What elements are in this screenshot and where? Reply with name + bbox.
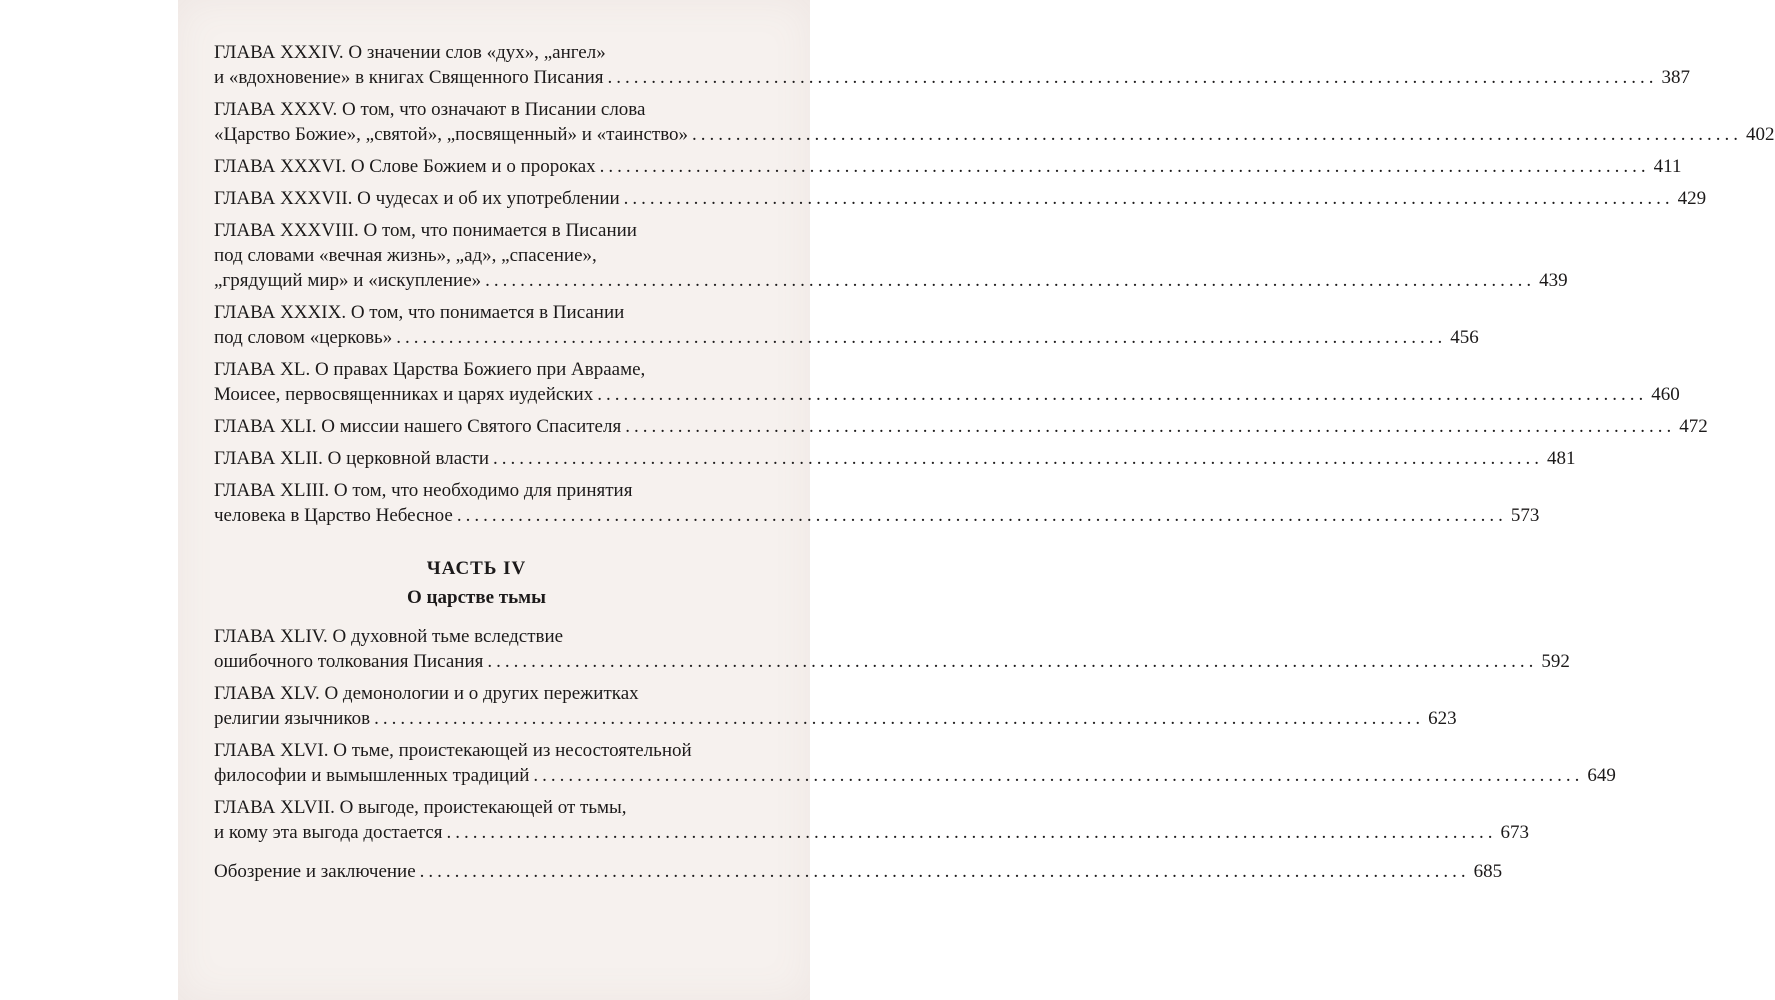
toc-entry-line	[214, 300, 739, 325]
toc-entry[interactable]	[214, 414, 1708, 439]
page-number: 472	[1679, 416, 1708, 437]
page-number: 685	[1473, 861, 1503, 882]
toc-entry[interactable]	[214, 40, 1691, 90]
toc-entry-last-line	[214, 382, 1680, 407]
toc-entry-line	[214, 357, 739, 382]
dot-leader: ........................................................................................................................	[487, 651, 1538, 672]
dot-leader: ........................................................................................................................	[533, 765, 1584, 786]
toc-entry-line	[214, 795, 739, 820]
toc-entry-text: и кому эта выгода достается	[214, 822, 443, 843]
toc-entry-text: ГЛАВА XXXV. О том, что означают в Писании слова	[214, 99, 646, 120]
dot-leader: ........................................................................................................................	[625, 416, 1676, 437]
toc-entry[interactable]	[214, 681, 1457, 731]
toc-entry[interactable]	[214, 300, 1479, 350]
toc-entry-line	[214, 40, 739, 65]
toc-entry-last-line	[214, 154, 1682, 179]
page-number: 673	[1500, 822, 1530, 843]
dot-leader: ........................................................................................................................	[493, 448, 1544, 469]
toc-entry-text: ГЛАВА XLV. О демонологии и о других пережитках	[214, 683, 639, 704]
toc-entry-last-line	[214, 65, 1691, 90]
toc-entry-text: ГЛАВА XLVI. О тьме, проистекающей из несостоятельной	[214, 740, 692, 761]
toc-entry[interactable]	[214, 624, 1570, 674]
toc-entry[interactable]	[214, 154, 1682, 179]
page-number: 460	[1651, 384, 1680, 405]
toc-entry-last-line	[214, 325, 1479, 350]
toc-entry-last-line	[214, 503, 1540, 528]
toc-entry-line	[214, 478, 739, 503]
toc-entry[interactable]	[214, 97, 1775, 147]
toc-entry-text: ГЛАВА XXXVII. О чудесах и об их употреблении	[214, 188, 620, 209]
toc-entry-text: ГЛАВА XXXIV. О значении слов «дух», „ангел»	[214, 42, 606, 63]
toc-entry-text: ГЛАВА XXXVIII. О том, что понимается в Писании	[214, 220, 637, 241]
book-page	[178, 0, 1775, 1000]
toc-entry-text: ГЛАВА XLIII. О том, что необходимо для принятия	[214, 480, 633, 501]
toc-entry-text: «Царство Божие», „святой», „посвященный» и «таинство»	[214, 124, 689, 145]
toc-entry-text: религии язычников	[214, 708, 371, 729]
part-heading	[214, 556, 739, 610]
toc-entry-text: и «вдохновение» в книгах Священного Писания	[214, 67, 604, 88]
toc-entry-line	[214, 97, 739, 122]
toc-entry-text: ГЛАВА XLII. О церковной власти	[214, 448, 490, 469]
toc-entry-text: Обозрение и заключение	[214, 861, 416, 882]
toc-entry[interactable]	[214, 795, 1530, 845]
part-subtitle: О царстве тьмы	[407, 587, 546, 608]
page-number: 429	[1677, 188, 1707, 209]
toc-entry-last-line	[214, 649, 1570, 674]
page-number: 402	[1746, 124, 1775, 145]
toc-entry-text: философии и вымышленных традиций	[214, 765, 530, 786]
page-number: 573	[1510, 505, 1540, 526]
part-title: ЧАСТЬ IV	[426, 558, 527, 579]
toc-entry-text: Моисее, первосвященниках и царях иудейских	[214, 384, 594, 405]
toc-entry-last-line	[214, 268, 1568, 293]
toc-entry-text: ГЛАВА XXXIX. О том, что понимается в Писании	[214, 302, 625, 323]
page-number: 623	[1428, 708, 1457, 729]
dot-leader: ........................................................................................................................	[623, 188, 1674, 209]
page-number: 481	[1547, 448, 1576, 469]
toc-group-part-4	[214, 624, 1616, 884]
toc-entry[interactable]	[214, 446, 1576, 471]
page-number: 439	[1539, 270, 1568, 291]
page-number: 592	[1541, 651, 1570, 672]
page-number: 456	[1450, 327, 1479, 348]
toc-entry[interactable]	[214, 186, 1707, 211]
toc-entry-last-line	[214, 706, 1457, 731]
dot-leader: ........................................................................................................................	[607, 67, 1658, 88]
toc-entry-text: ГЛАВА XLI. О миссии нашего Святого Спасителя	[214, 416, 622, 437]
toc-entry-line	[214, 624, 739, 649]
page-number: 387	[1661, 67, 1691, 88]
toc-entry-line	[214, 218, 739, 243]
toc-entry-text: человека в Царство Небесное	[214, 505, 453, 526]
dot-leader: ........................................................................................................................	[374, 708, 1425, 729]
toc-entry-line	[214, 243, 739, 268]
toc-entry-last-line	[214, 446, 1576, 471]
toc-entry-text: ГЛАВА XXXVI. О Слове Божием и о пророках	[214, 156, 596, 177]
toc-entry-last-line	[214, 414, 1708, 439]
toc-entry-text: под словами «вечная жизнь», „ад», „спасение»,	[214, 245, 597, 266]
toc-entry-text: ГЛАВА XL. О правах Царства Божиего при Аврааме,	[214, 359, 646, 380]
dot-leader: ........................................................................................................................	[692, 124, 1743, 145]
page-number: 649	[1587, 765, 1616, 786]
page-number: 411	[1653, 156, 1682, 177]
dot-leader: ........................................................................................................................	[599, 156, 1650, 177]
dot-leader: ........................................................................................................................	[456, 505, 1507, 526]
dot-leader: ........................................................................................................................	[485, 270, 1536, 291]
toc-entry[interactable]	[214, 218, 1568, 293]
toc-entry-text: ошибочного толкования Писания	[214, 651, 484, 672]
toc-entry-text: под словом «церковь»	[214, 327, 393, 348]
toc-entry-text: ГЛАВА XLVII. О выгоде, проистекающей от тьмы,	[214, 797, 627, 818]
dot-leader: ........................................................................................................................	[419, 861, 1470, 882]
toc-entry-last-line	[214, 859, 1503, 884]
toc-entry-line	[214, 738, 739, 763]
toc-entry-last-line	[214, 122, 1775, 147]
toc-entry-line	[214, 681, 739, 706]
toc-entry[interactable]	[214, 357, 1680, 407]
toc-entry[interactable]	[214, 738, 1616, 788]
dot-leader: ........................................................................................................................	[396, 327, 1447, 348]
dot-leader: ........................................................................................................................	[446, 822, 1497, 843]
toc-entry[interactable]	[214, 478, 1540, 528]
toc-entry-last-line	[214, 820, 1530, 845]
table-of-contents	[214, 40, 1775, 891]
toc-entry[interactable]	[214, 859, 1503, 884]
toc-entry-last-line	[214, 186, 1707, 211]
toc-group-part-3	[214, 40, 1775, 528]
toc-entry-text: „грядущий мир» и «искупление»	[214, 270, 482, 291]
toc-entry-text: ГЛАВА XLIV. О духовной тьме вследствие	[214, 626, 564, 647]
dot-leader: ........................................................................................................................	[597, 384, 1648, 405]
toc-entry-last-line	[214, 763, 1616, 788]
